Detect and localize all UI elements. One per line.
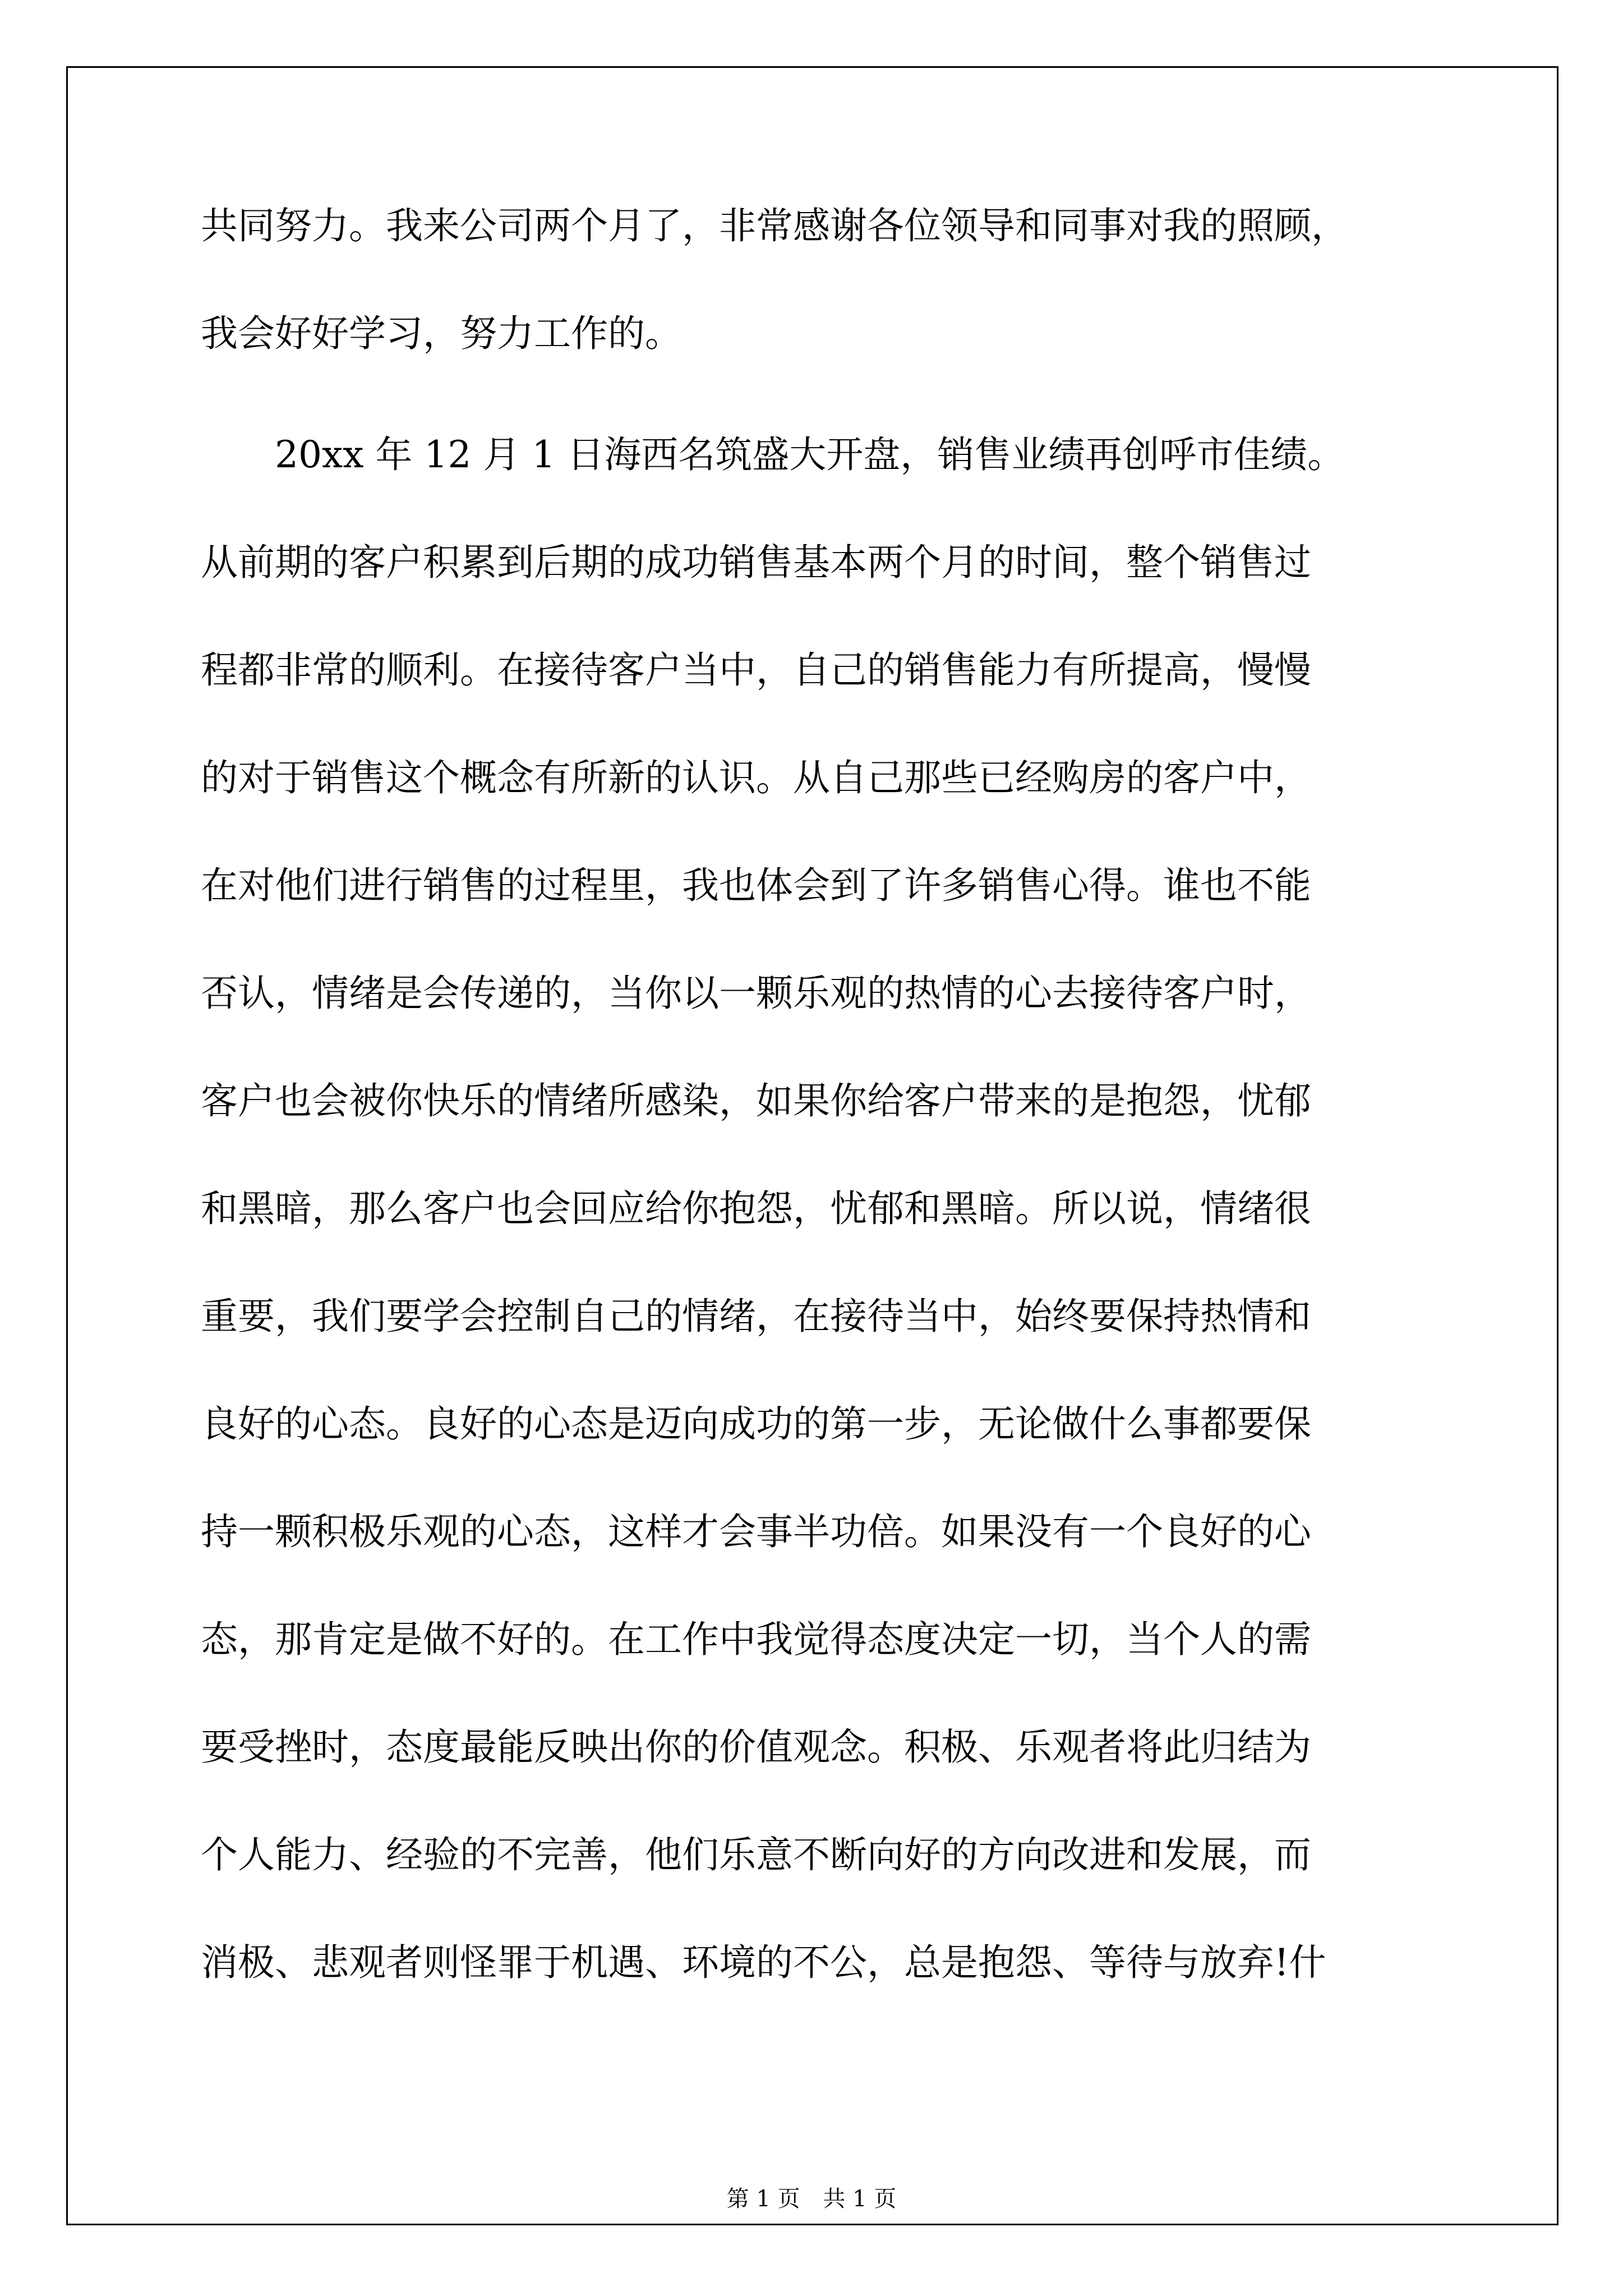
text-line: 否认，情绪是会传递的，当你以一颗乐观的热情的心去接待客户时， — [201, 972, 1311, 1015]
text-line: 消极、悲观者则怪罪于机遇、环境的不公，总是抱怨、等待与放弃!什 — [201, 1941, 1326, 1984]
page-footer — [0, 2181, 1623, 2213]
text-line: 客户也会被你快乐的情绪所感染，如果你给客户带来的是抱怨，忧郁 — [201, 1079, 1311, 1122]
text-line: 程都非常的顺利。在接待客户当中，自己的销售能力有所提高，慢慢 — [201, 648, 1311, 692]
text-line: 的对于销售这个概念有所新的认识。从自己那些已经购房的客户中， — [201, 756, 1311, 799]
text-line: 共同努力。我来公司两个月了，非常感谢各位领导和同事对我的照顾， — [201, 204, 1348, 247]
page-number: 第 1 页 — [726, 2186, 800, 2212]
document-body — [201, 204, 1435, 2052]
text-line: 态，那肯定是做不好的。在工作中我觉得态度决定一切，当个人的需 — [201, 1618, 1311, 1661]
text-line: 个人能力、经验的不完善，他们乐意不断向好的方向改进和发展，而 — [201, 1833, 1311, 1876]
text-line: 良好的心态。良好的心态是迈向成功的第一步，无论做什么事都要保 — [201, 1402, 1311, 1446]
text-line: 要受挫时，态度最能反映出你的价值观念。积极、乐观者将此归结为 — [201, 1726, 1311, 1769]
text-line: 持一颗积极乐观的心态，这样才会事半功倍。如果没有一个良好的心 — [201, 1510, 1311, 1553]
text-line: 和黑暗，那么客户也会回应给你抱怨，忧郁和黑暗。所以说，情绪很 — [201, 1187, 1311, 1230]
page-total: 共 1 页 — [823, 2186, 897, 2212]
text-line: 我会好好学习，努力工作的。 — [201, 312, 682, 355]
text-line: 20xx 年 12 月 1 日海西名筑盛大开盘，销售业绩再创呼市佳绩。 — [275, 433, 1345, 476]
text-line: 从前期的客户积累到后期的成功销售基本两个月的时间，整个销售过 — [201, 541, 1311, 584]
text-line: 在对他们进行销售的过程里，我也体会到了许多销售心得。谁也不能 — [201, 864, 1311, 907]
text-line: 重要，我们要学会控制自己的情绪，在接待当中，始终要保持热情和 — [201, 1295, 1311, 1338]
